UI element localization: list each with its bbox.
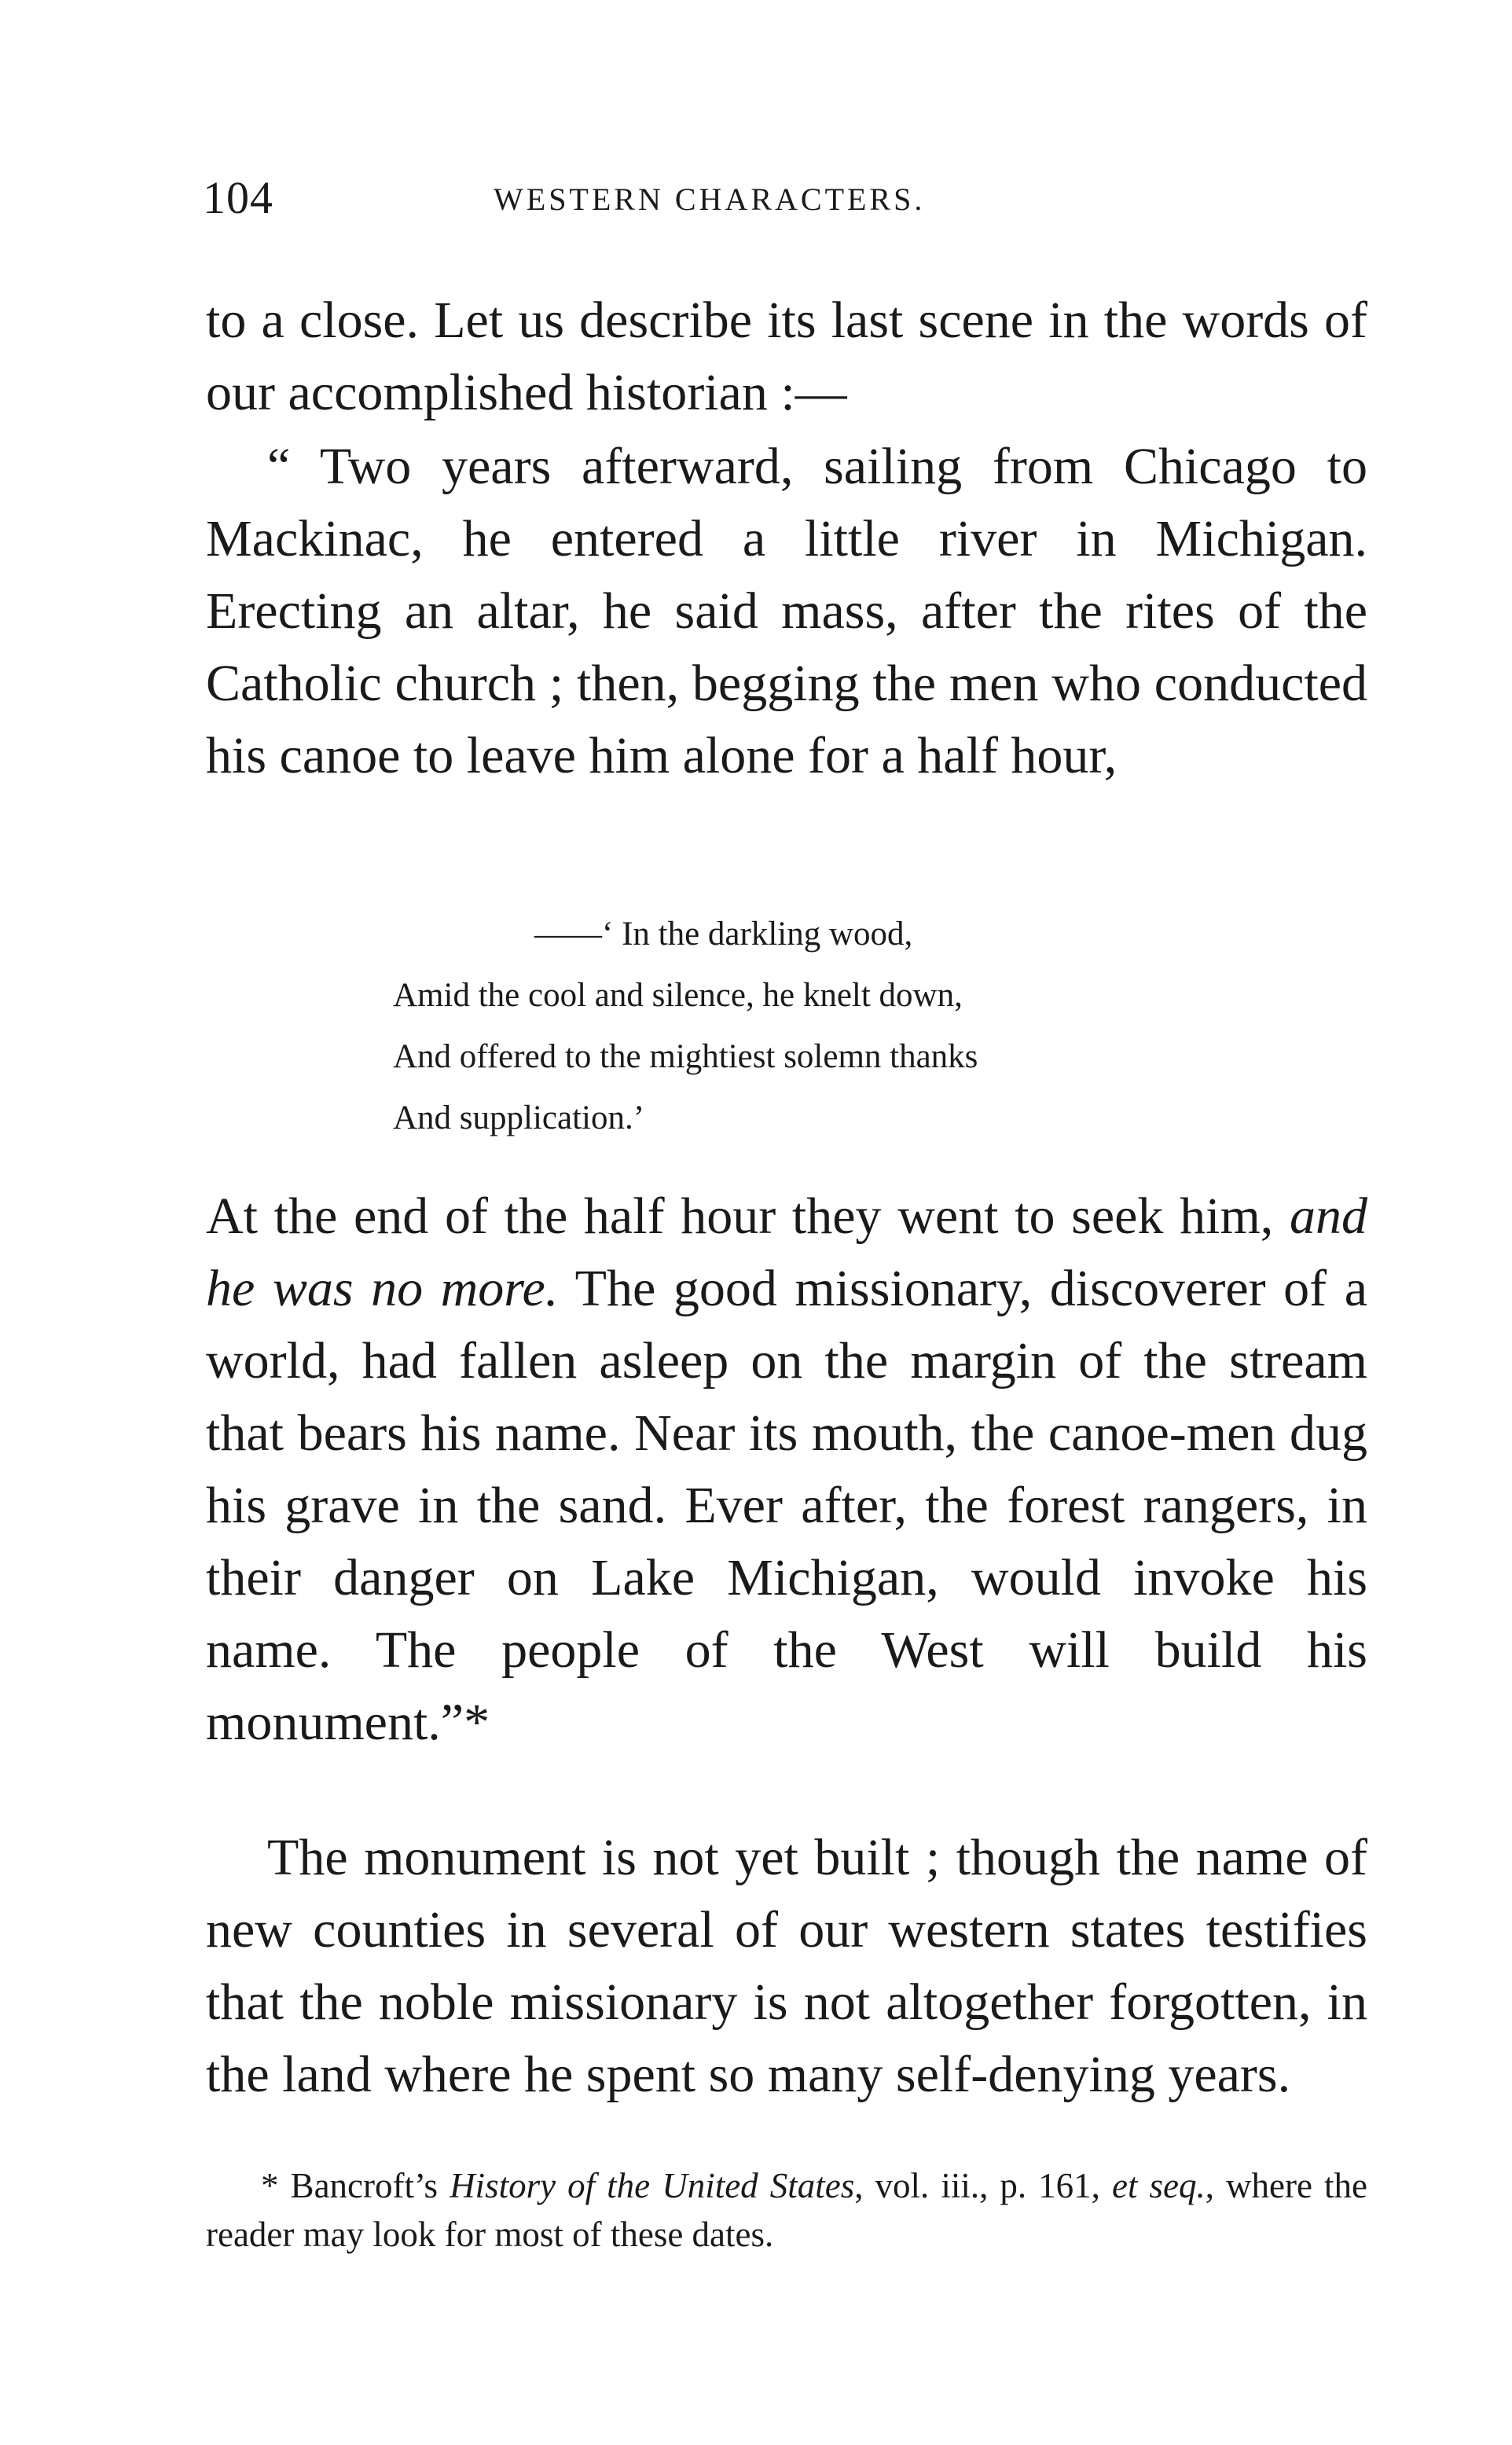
footnote [206,2161,1367,2259]
footnote-citation: , vol. iii., p. 161, [854,2166,1112,2205]
footnote-suffix: , where the reader may look for most of these dates. [206,2166,1368,2254]
poem-line: ——‘ In the darkling wood, [534,916,913,953]
footnote-prefix: * Bancroft’s [261,2166,450,2205]
paragraph-death [206,1180,1367,1759]
footnote-book-title: History of the United States [450,2166,855,2205]
poem-line: And supplication.’ [393,1100,645,1136]
paragraph-text: “ Two years afterward, sailing from Chicago to Mackinac, he entered a little river in Michigan. Erecting an altar, he said mass, after the rites of the Catholic church ; then, begging the men who conducted his canoe to leave him alone for a half hour, [206,438,1367,784]
paragraph-quote [206,431,1367,792]
poem-line: And offered to the mightiest solemn thanks [393,1038,978,1075]
paragraph-segment: The good missionary, discoverer of a world, had fallen asleep on the margin of the stream that bears his name. Near its mouth, the canoe-men dug his grave in the sand. Ever after, the forest rangers, in their danger on Lake Michigan, would invoke his name. The people of the West will build his monument.”* [206,1260,1367,1751]
emphasis-text: and he was no more. [206,1188,1367,1317]
paragraph-monument [206,1822,1367,2111]
footnote-et-seq: et seq. [1111,2166,1206,2205]
page-number: 104 [203,172,273,223]
poem-line: Amid the cool and silence, he knelt down, [393,977,963,1014]
paragraph-text: The monument is not yet built ; though the name of new counties in several of our western states testifies that the noble missionary is not altogether forgotten, in the land where he spent so many self-denying years. [206,1829,1367,2103]
running-head: WESTERN CHARACTERS. [494,182,926,217]
paragraph-intro [206,285,1367,429]
poem-quote [393,904,1257,1149]
page-header [203,171,1374,234]
paragraph-segment: At the end of the half hour they went to seek him, [206,1188,1290,1245]
paragraph-text [206,1180,1367,1759]
paragraph-text: to a close. Let us describe its last scene in the words of our accomplished historian :— [206,292,1367,421]
